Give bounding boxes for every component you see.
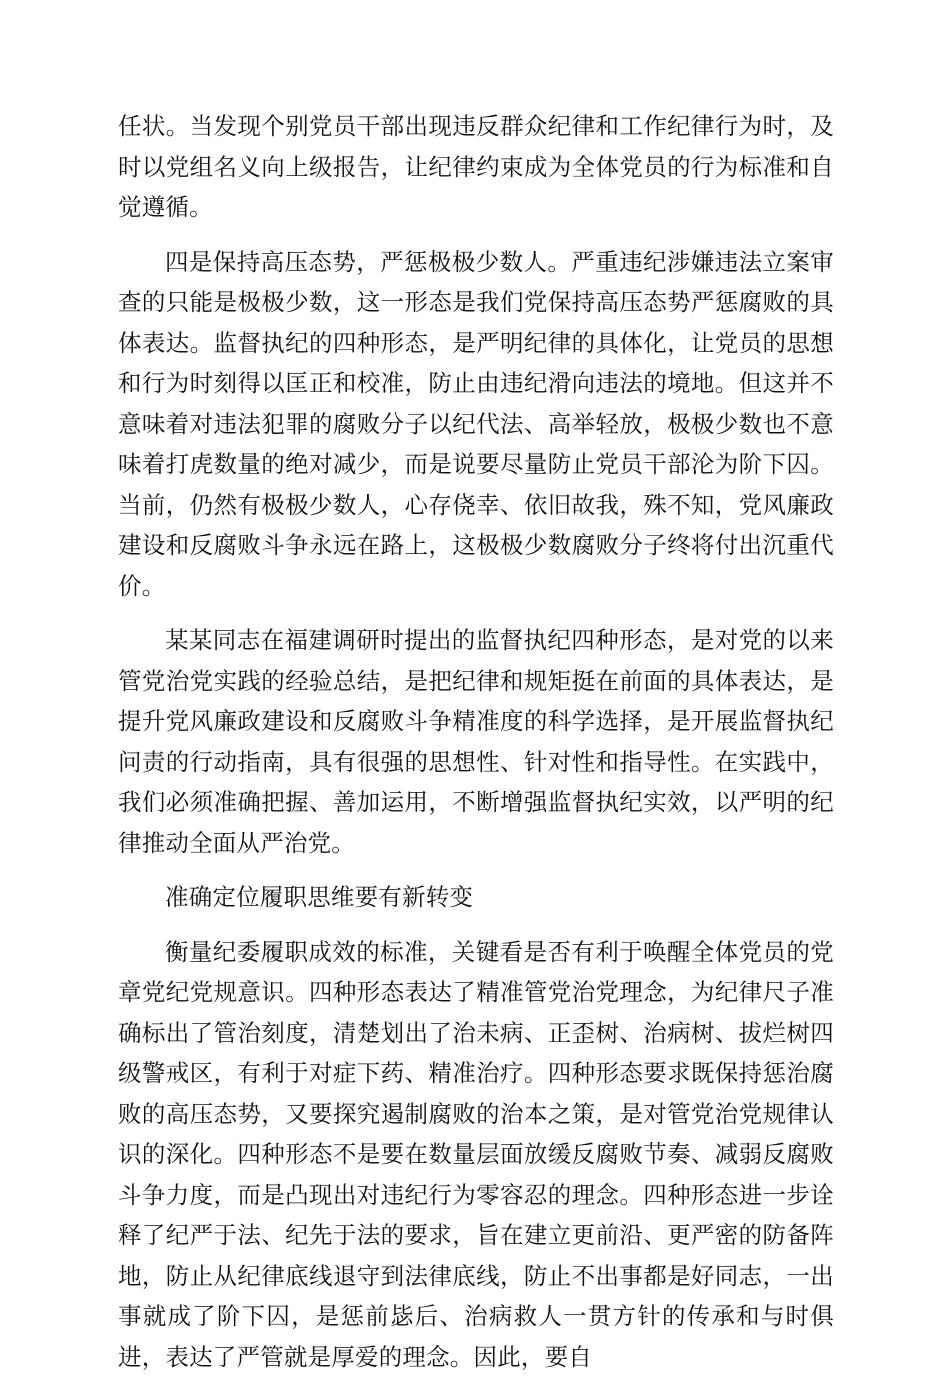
paragraph-3: 某某同志在福建调研时提出的监督执纪四种形态，是对党的以来管党治党实践的经验总结，是把纪律和规矩挺在前面的具体表达，是提升党风廉政建设和反腐败斗争精准度的科学选择，是开展监督执纪问责的行动指南，具有很强的思想性、针对性和指导性。在实践中，我们必须准确把握、善加运用，不断增强监督执纪实效，以严明的纪律推动全面从严治党。 [118,620,834,863]
paragraph-1: 任状。当发现个别党员干部出现违反群众纪律和工作纪律行为时，及时以党组名义向上级报告，让纪律约束成为全体党员的行为标准和自觉遵循。 [118,106,834,228]
paragraph-4: 衡量纪委履职成效的标准，关键看是否有利于唤醒全体党员的党章党纪党规意识。四种形态表达了精准管党治党理念，为纪律尺子准确标出了管治刻度，清楚划出了治未病、正歪树、治病树、拔烂树四级警戒区，有利于对症下药、精准治疗。四种形态要求既保持惩治腐败的高压态势，又要探究遏制腐败的治本之策，是对管党治党规律认识的深化。四种形态不是要在数量层面放缓反腐败节奏、减弱反腐败斗争力度，而是凸现出对违纪行为零容忍的理念。四种形态进一步诠释了纪严于法、纪先于法的要求，旨在建立更前沿、更严密的防备阵地，防止从纪律底线退守到法律底线，防止不出事都是好同志，一出事就成了阶下囚，是惩前毖后、治病救人一贯方针的传承和与时俱进，表达了严管就是厚爱的理念。因此，要自 [118,932,834,1377]
document-body [118,106,834,1377]
paragraph-2: 四是保持高压态势，严惩极极少数人。严重违纪涉嫌违法立案审查的只能是极极少数，这一形态是我们党保持高压态势严惩腐败的具体表达。监督执纪的四种形态，是严明纪律的具体化，让党员的思想和行为时刻得以匡正和校准，防止由违纪滑向违法的境地。但这并不意味着对违法犯罪的腐败分子以纪代法、高举轻放，极极少数也不意味着打虎数量的绝对减少，而是说要尽量防止党员干部沦为阶下囚。当前，仍然有极极少数人，心存侥幸、依旧故我，殊不知，党风廉政建设和反腐败斗争永远在路上，这极极少数腐败分子终将付出沉重代价。 [118,242,834,607]
section-heading: 准确定位履职思维要有新转变 [118,877,834,918]
